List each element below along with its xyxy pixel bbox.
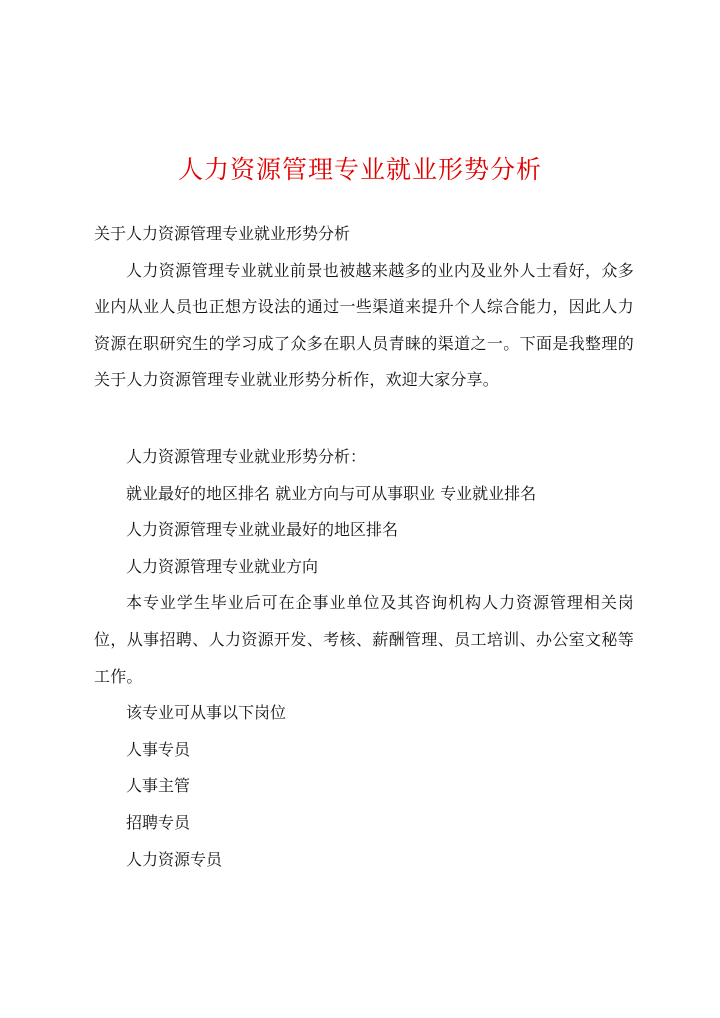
document-title: 人力资源管理专业就业形势分析 <box>177 155 542 184</box>
position-item: 人事主管 <box>126 776 191 796</box>
position-item: 招聘专员 <box>126 812 191 832</box>
paragraph-subtitle: 关于人力资源管理专业就业形势分析 <box>94 224 351 243</box>
document-body <box>94 216 634 878</box>
paragraph-career-description: 本专业学生毕业后可在企事业单位及其咨询机构人力资源管理相关岗位，从事招聘、人力资源开发、考核、薪酬管理、员工培训、办公室文秘等工作。 <box>94 593 634 686</box>
paragraph-positions-heading: 该专业可从事以下岗位 <box>126 703 287 723</box>
paragraph-section-heading: 人力资源管理专业就业形势分析： <box>126 446 367 466</box>
position-item: 人事专员 <box>126 739 191 759</box>
paragraph-intro: 人力资源管理专业就业前景也被越来越多的业内及业外人士看好，众多业内从业人员也正想方设法的通过一些渠道来提升个人综合能力，因此人力资源在职研究生的学习成了众多在职人员青睐的渠道之一。下面是我整理的关于人力资源管理专业就业形势分析作，欢迎大家分享。 <box>94 260 634 390</box>
paragraph-spacer <box>94 399 634 439</box>
position-item: 人力资源专员 <box>126 849 223 869</box>
paragraph-region-ranking: 人力资源管理专业就业最好的地区排名 <box>126 520 399 540</box>
paragraph-links: 就业最好的地区排名 就业方向与可从事职业 专业就业排名 <box>126 483 537 503</box>
paragraph-direction: 人力资源管理专业就业方向 <box>126 556 319 576</box>
